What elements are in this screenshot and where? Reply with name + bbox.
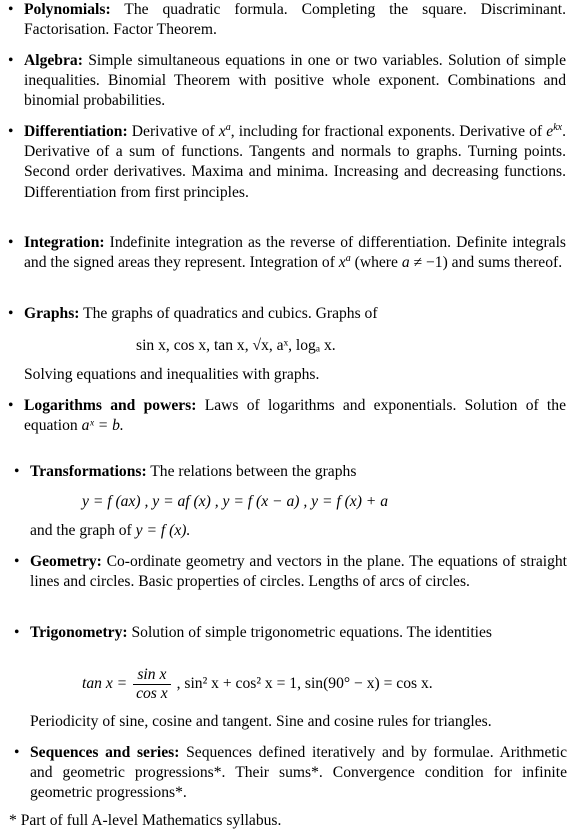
math-equation: aˣ = b. (81, 417, 124, 435)
bullet-icon: • (8, 397, 14, 414)
syllabus-item-polynomials (8, 0, 566, 40)
bullet-icon: • (14, 463, 20, 480)
math-y-eq-fx: y = f (x). (135, 522, 191, 539)
item-text-c: ) and sums thereof. (442, 254, 563, 272)
item-text: Co-ordinate geometry and vectors in the plane. The equations of straight lines and circles. Basic properties of circles. Lengths of arcs of circles. (30, 553, 567, 591)
item-text-c: . Derivative of a sum of functions. Tangents and normals to graphs. Turning points. Second order derivatives. Maxima and minima. Increasing and decreasing functions. Differentiation from first principles. (24, 123, 566, 201)
math-x-power-a: $x^a$ (218, 121, 231, 140)
bullet-icon: • (8, 52, 14, 69)
transformations-after (30, 521, 190, 541)
item-text: Laws of logarithms and exponentials. Solution of the equation (24, 397, 566, 435)
item-text-a: Indefinite integration as the reverse of differentiation. Definite integrals and the signed areas they represent. Integration of (24, 234, 566, 272)
bullet-icon: • (8, 305, 14, 322)
syllabus-item-integration (8, 233, 566, 273)
item-heading: Algebra: (24, 52, 83, 69)
syllabus-item-logarithms (8, 396, 566, 436)
bullet-icon: • (14, 624, 20, 641)
item-text: Simple simultaneous equations in one or two variables. Solution of simple inequalities. Binomial Theorem with positive whole exponent. Combinations and binomial probabilities. (24, 52, 566, 110)
item-heading: Integration: (24, 234, 105, 251)
bullet-icon: • (14, 744, 20, 761)
item-heading: Logarithms and powers: (24, 397, 197, 414)
graphs-functions-display: sin x, cos x, tan x, √x, aˣ, logₐ x. (136, 337, 336, 354)
item-text-a: Derivative of (131, 123, 215, 140)
syllabus-item-algebra (8, 51, 566, 112)
syllabus-item-graphs (8, 304, 566, 324)
item-heading: Sequences and series: (30, 744, 180, 761)
bullet-icon: • (8, 234, 14, 251)
item-text: Solution of simple trigonometric equations. The identities (131, 624, 492, 641)
math-a-neq-minus-one: a ≠ −1 (401, 254, 443, 272)
item-heading: Polynomials: (24, 1, 111, 18)
syllabus-item-sequences (14, 743, 567, 804)
item-text: The relations between the graphs (150, 463, 357, 480)
item-heading: Geometry: (30, 553, 102, 570)
trig-after-text: Periodicity of sine, cosine and tangent. Sine and cosine rules for triangles. (30, 713, 492, 730)
syllabus-item-geometry (14, 552, 567, 592)
item-text: Sequences defined iteratively and by formulae. Arithmetic and geometric progressions*. Their sums*. Convergence condition for infinite geometric progressions*. (30, 744, 567, 802)
math-lhs: tan x = (82, 675, 128, 693)
fraction-numerator: sin x (133, 666, 171, 685)
item-text-b: , including for fractional exponents. Derivative of (230, 123, 543, 140)
fraction (133, 666, 171, 703)
math-e-power-kx: $e^{kx}$ (546, 121, 563, 140)
fraction-denominator: cos x (136, 685, 168, 702)
footnote: * Part of full A-level Mathematics syllabus. (9, 812, 282, 829)
item-text-b: (where (354, 254, 398, 272)
bullet-icon: • (8, 1, 14, 18)
item-heading: Transformations: (30, 463, 147, 480)
graphs-after-text: Solving equations and inequalities with graphs. (24, 366, 320, 383)
bullet-icon: • (14, 553, 20, 570)
item-heading: Differentiation: (24, 123, 128, 140)
syllabus-item-transformations (14, 462, 567, 482)
math-x-power-a: $x^a$ (338, 253, 351, 272)
item-heading: Graphs: (24, 305, 80, 322)
syllabus-item-trigonometry (14, 623, 567, 643)
math-rest: , sin² x + cos² x = 1, sin(90° − x) = cos x. (176, 675, 433, 693)
trig-identities-display (82, 666, 433, 703)
bullet-icon: • (8, 123, 14, 140)
item-text: The graphs of quadratics and cubics. Graphs of (83, 305, 378, 322)
transformations-display: y = f (ax) , y = af (x) , y = f (x − a) , y = f (x) + a (82, 493, 389, 510)
item-text: The quadratic formula. Completing the square. Discriminant. Factorisation. Factor Theorem. (24, 1, 566, 39)
item-heading: Trigonometry: (30, 624, 128, 641)
after-text: and the graph of (30, 522, 132, 539)
syllabus-item-differentiation (8, 121, 566, 203)
